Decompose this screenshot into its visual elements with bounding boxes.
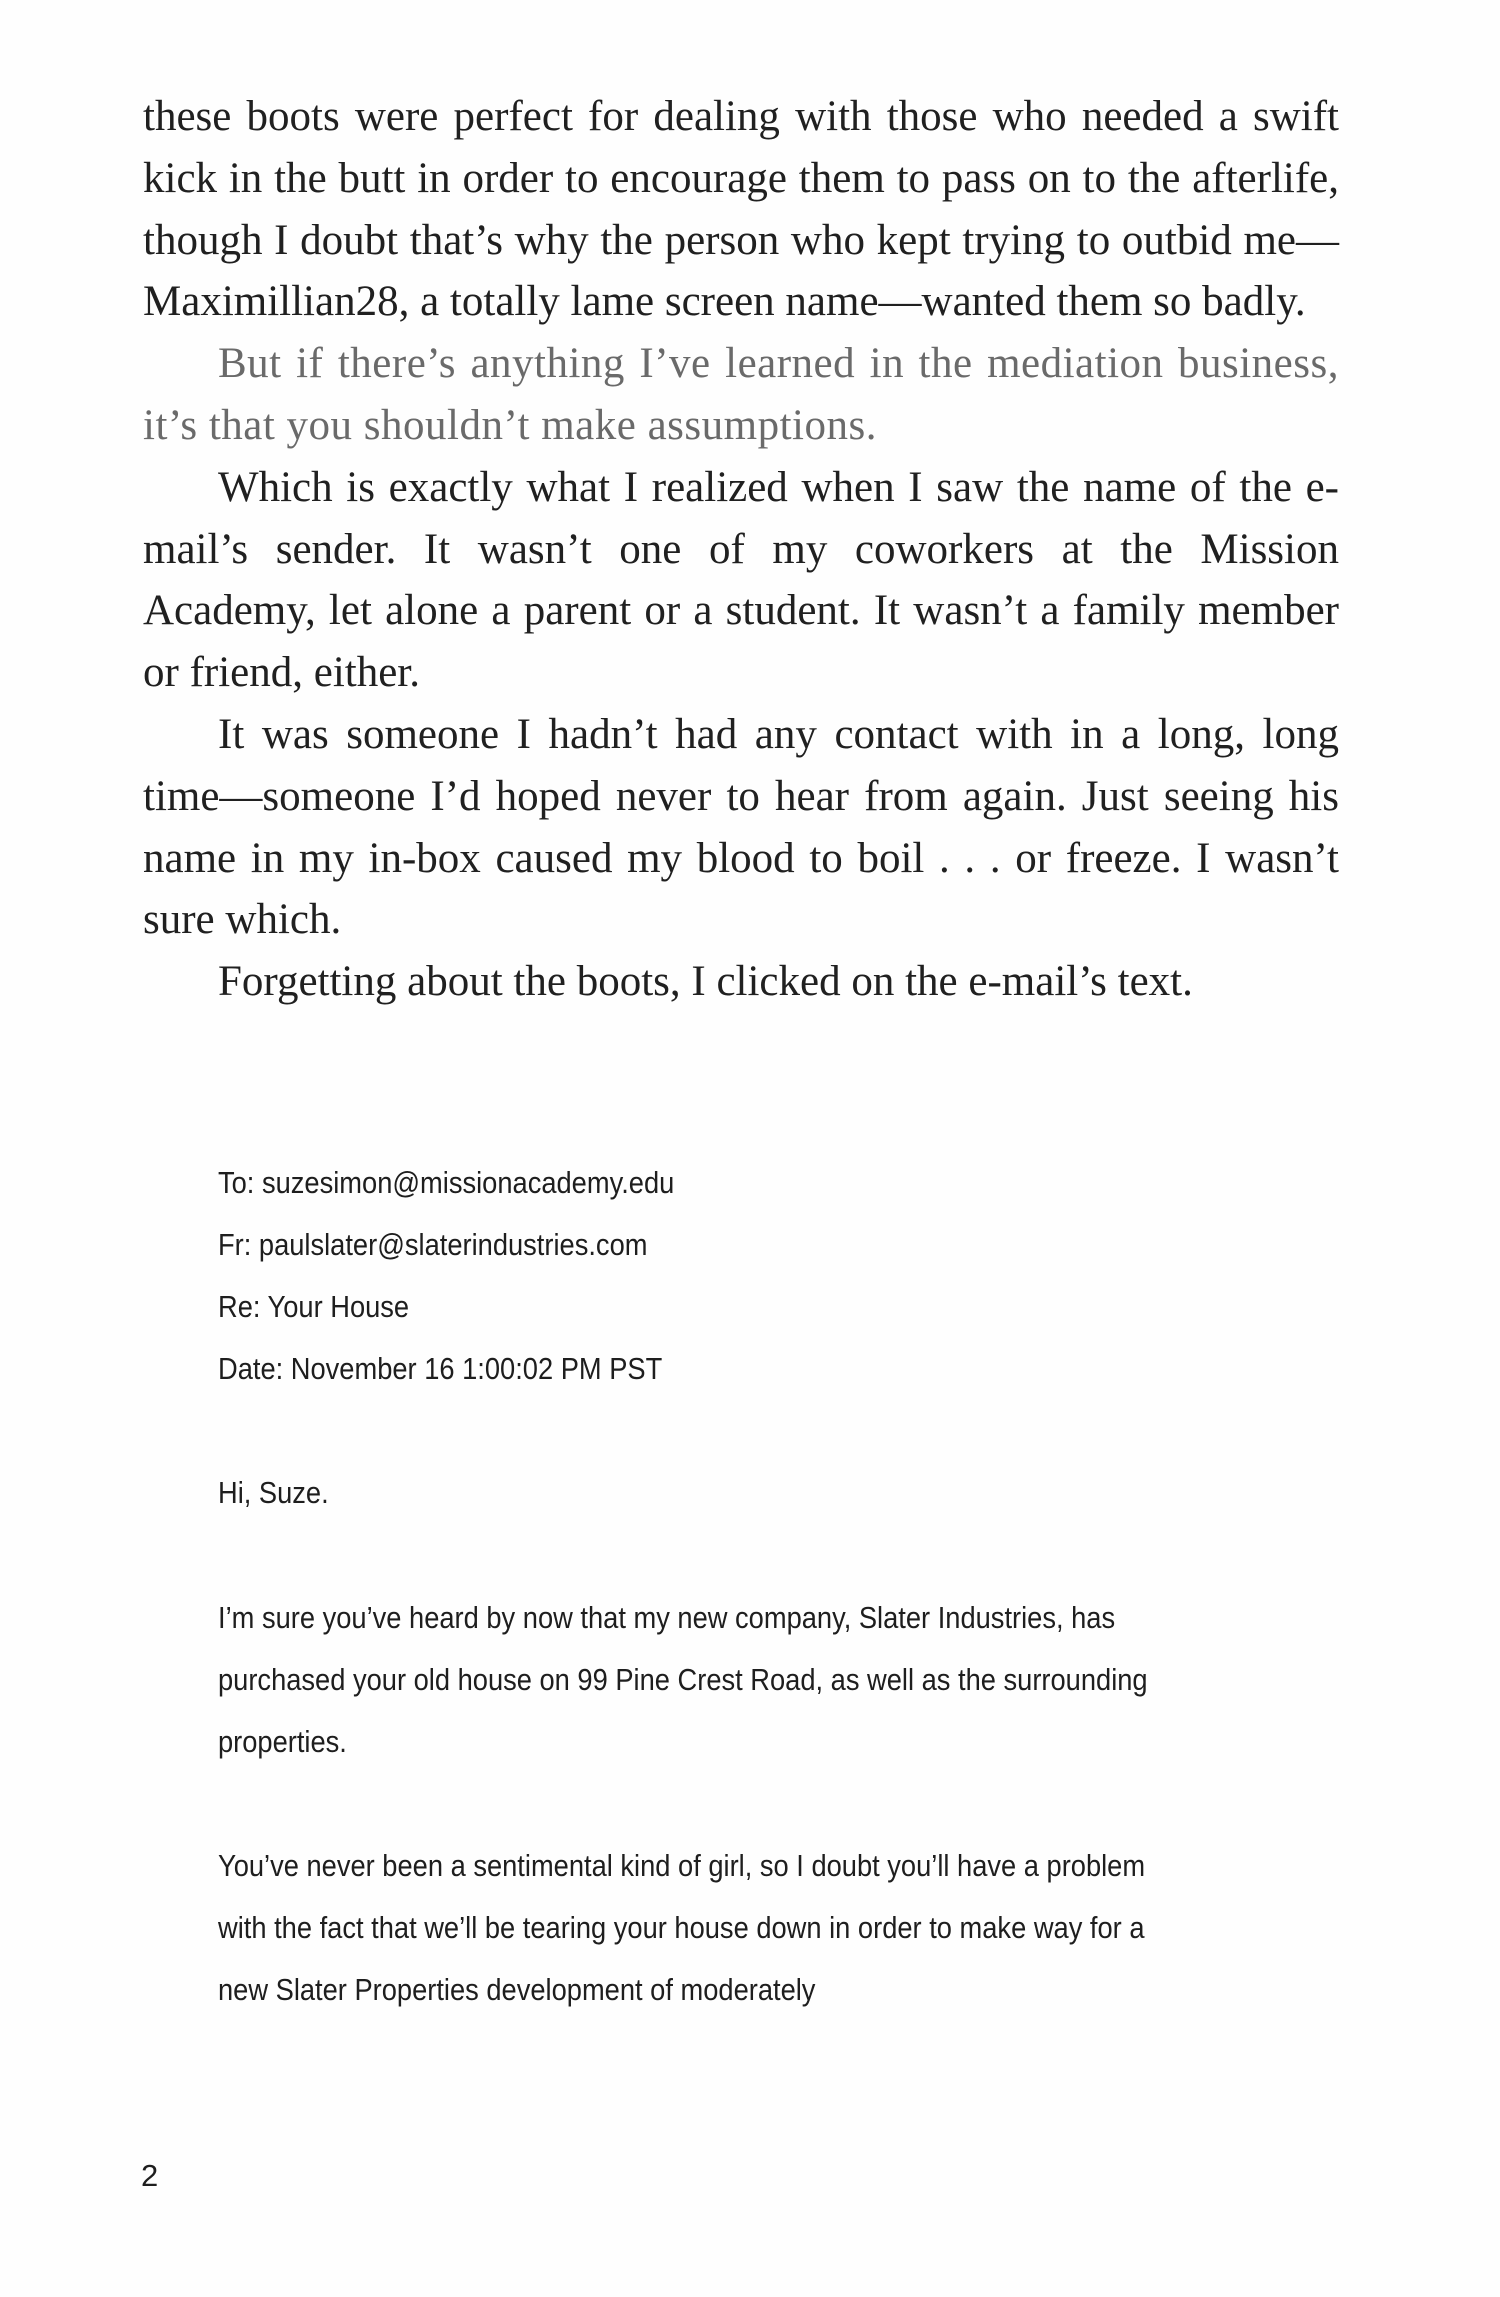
email-date: Date: November 16 1:00:02 PM PST bbox=[218, 1351, 663, 1386]
email-from: Fr: paulslater@slaterindustries.com bbox=[218, 1227, 648, 1262]
narrative-paragraph: But if there’s anything I’ve learned in the mediation business, it’s that you shouldn’t make assumptions. bbox=[143, 340, 1339, 449]
email-greeting: Hi, Suze. bbox=[218, 1475, 329, 1510]
email-to: To: suzesimon@missionacademy.edu bbox=[218, 1165, 675, 1200]
email-message bbox=[218, 1152, 1151, 2007]
email-subject: Re: Your House bbox=[218, 1289, 410, 1324]
email-paragraph: You’ve never been a sentimental kind of girl, so I doubt you’ll have a problem with the fact that we’ll be tearing your house down in order to make way for a new Slater Properties development of moderately bbox=[218, 1848, 1146, 2007]
narrative-paragraph: It was someone I hadn’t had any contact with in a long, long time—someone I’d hoped never to hear from again. Just seeing his name in my in-box caused my blood to boil . . . or freeze. I wasn’t sure which. bbox=[143, 710, 1339, 944]
page-number: 2 bbox=[141, 2158, 159, 2193]
email-paragraph: I’m sure you’ve heard by now that my new company, Slater Industries, has purchased your old house on 99 Pine Crest Road, as well as the surrounding properties. bbox=[218, 1600, 1148, 1759]
narrative-paragraph: Forgetting about the boots, I clicked on the e-mail’s text. bbox=[218, 958, 1193, 1006]
narrative-paragraph: these boots were perfect for dealing with those who needed a swift kick in the butt in order to encourage them to pass on to the afterlife, though I doubt that’s why the person who kept trying to outbid me—Maximillian28, a totally lame screen name—wanted them so badly. bbox=[143, 93, 1339, 326]
narrative-paragraph: Which is exactly what I realized when I saw the name of the e-mail’s sender. It wasn’t one of my coworkers at the Mission Academy, let alone a parent or a student. It wasn’t a family member or friend, either. bbox=[143, 463, 1339, 697]
narrative-text bbox=[143, 86, 1339, 1013]
